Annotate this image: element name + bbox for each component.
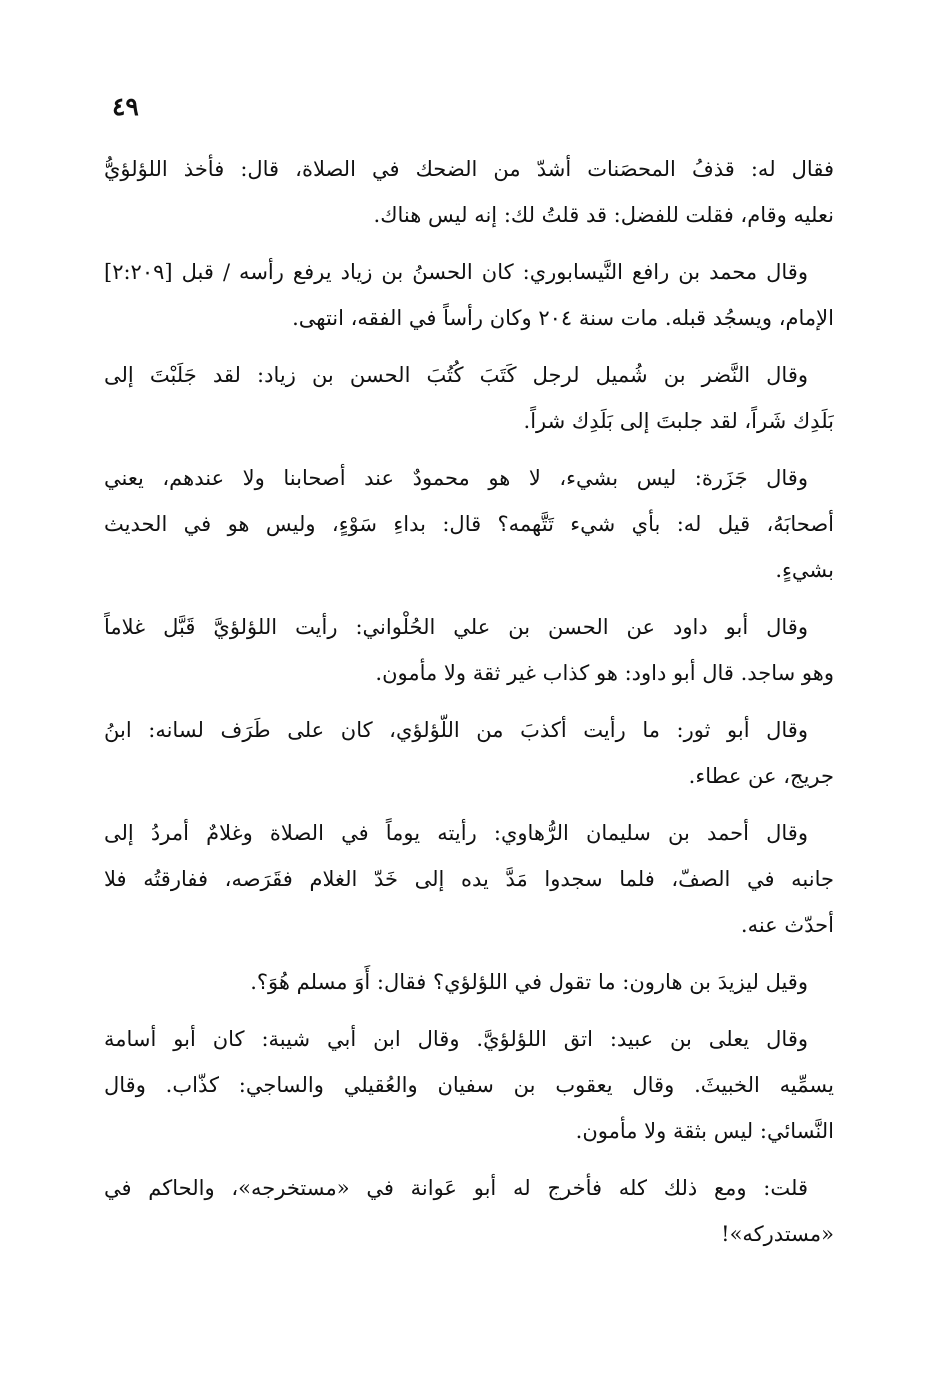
- text-line: بشيءٍ.: [775, 558, 834, 582]
- text-line: وقيل ليزيدَ بن هارون: ما تقول في اللؤلؤي؟ فقال: أَوَ مسلم هُوَ؟.: [250, 970, 808, 994]
- text-line: وقال محمد بن رافع النَّيسابوري: كان الحسنُ بن زياد يرفع رأسه / قبل [٢:٢٠٩]: [104, 260, 808, 284]
- paragraph: [104, 249, 834, 341]
- paragraph: [104, 1016, 834, 1154]
- page-number: ٤٩: [112, 92, 139, 121]
- text-line: الإمام، ويسجُد قبله. مات سنة ٢٠٤ وكان رأساً في الفقه، انتهى.: [292, 306, 834, 330]
- text-line: وهو ساجد. قال أبو داود: هو كذاب غير ثقة ولا مأمون.: [375, 661, 834, 685]
- text-line: وقال أحمد بن سليمان الرُّهاوي: رأيته يوماً في الصلاة وغلامٌ أمردُ إلى: [104, 821, 808, 845]
- paragraph: [104, 352, 834, 444]
- paragraph: [104, 1165, 834, 1257]
- text-line: يسمِّيه الخبيثَ. وقال يعقوب بن سفيان والعُقيلي والساجي: كذّاب. وقال: [104, 1073, 834, 1097]
- text-line: بَلَدِك شَراً، لقد جلبتَ إلى بَلَدِك شراً.: [523, 409, 834, 433]
- text-line: فقال له: قذفُ المحصَنات أشدّ من الضحك في الصلاة، قال: فأخذ اللؤلؤيُّ: [104, 157, 834, 181]
- text-line: وقال أبو ثور: ما رأيت أكذبَ من اللّؤلؤي، كان على طَرَف لسانه: ابنُ: [104, 718, 808, 742]
- paragraph: [104, 959, 834, 1005]
- text-line: النَّسائي: ليس بثقة ولا مأمون.: [575, 1119, 834, 1143]
- paragraph: [104, 810, 834, 948]
- text-line: جريج، عن عطاء.: [688, 764, 834, 788]
- text-line: وقال النَّضر بن شُميل لرجل كَتَبَ كُتُبَ الحسن بن زياد: لقد جَلَبْتَ إلى: [104, 363, 808, 387]
- text-line: قلت: ومع ذلك كله فأخرج له أبو عَوانة في «مستخرجه»، والحاكم في: [104, 1176, 808, 1200]
- text-line: وقال جَزَرة: ليس بشيء، لا هو محمودٌ عند أصحابنا ولا عندهم، يعني: [104, 466, 808, 490]
- text-line: جانبه في الصفّ، فلما سجدوا مَدَّ يده إلى خَدّ الغلام فقَرَصه، ففارقتُه فلا: [104, 867, 834, 891]
- paragraph: [104, 707, 834, 799]
- text-line: وقال يعلى بن عبيد: اتق اللؤلؤيَّ. وقال ابن أبي شيبة: كان أبو أسامة: [104, 1027, 808, 1051]
- paragraph: [104, 455, 834, 593]
- text-line: أصحابَهُ، قيل له: بأي شيء تَتَّهمه؟ قال: بداءِ سَوْءٍ، وليس هو في الحديث: [104, 512, 834, 536]
- paragraph: [104, 146, 834, 238]
- text-line: نعليه وقام، فقلت للفضل: قد قلتُ لك: إنه ليس هناك.: [373, 203, 834, 227]
- text-line: «مستدركه»!: [721, 1222, 834, 1246]
- body-text: [104, 146, 834, 1268]
- paragraph: [104, 604, 834, 696]
- text-line: وقال أبو داود عن الحسن بن علي الحُلْواني: رأيت اللؤلؤيَّ قَبَّل غلاماً: [104, 615, 808, 639]
- text-line: أحدّث عنه.: [740, 913, 834, 937]
